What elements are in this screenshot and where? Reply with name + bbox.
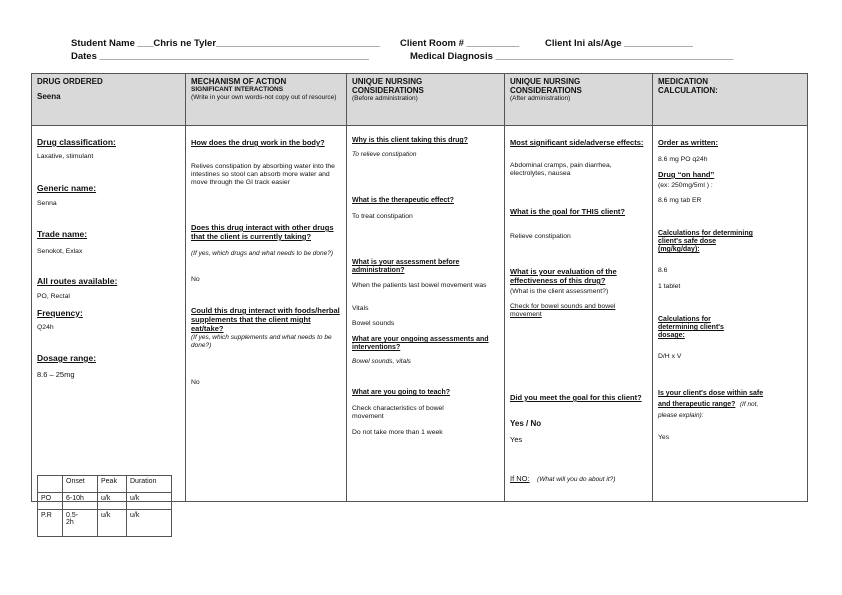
routes-value: PO, Rectal <box>37 293 70 300</box>
mechanism-title: MECHANISM OF ACTION <box>191 77 287 86</box>
dosage-range-label: Dosage range: <box>37 353 97 363</box>
drug-ordered-column <box>32 74 186 526</box>
side-effects-question: Most significant side/adverse effects: <box>510 138 644 147</box>
drug-on-hand-value: 8.6 mg tab ER <box>658 197 702 204</box>
teaching-answer-1: Check characteristics of bowel movement <box>352 405 444 420</box>
table-cell: 6-10h <box>63 493 98 510</box>
medication-calc-column <box>653 74 807 501</box>
mechanism-note: (Write in your own words-not copy out of resource) <box>191 93 337 101</box>
drug-name: Seena <box>37 92 61 101</box>
drug-interaction-note: (If yes, which drugs and what needs to be done?) <box>191 250 334 257</box>
table-cell: u/k <box>127 493 172 510</box>
if-no-row <box>510 468 646 486</box>
after-admin-column <box>505 74 653 501</box>
evaluation-answer: Check for bowel sounds and bowel movement <box>510 303 616 318</box>
after-admin-header <box>505 74 652 126</box>
safe-range-question: Is your client's dose within safe and therapeutic range? <box>658 390 764 408</box>
table-cell: P.R <box>38 510 63 537</box>
client-initials-age-field: Client Ini als/Age _____________ <box>545 38 693 49</box>
goal-met-question: Did you meet the goal for this client? <box>510 393 642 402</box>
goal-met-answer: Yes <box>510 435 523 444</box>
classification-value: Laxative, stimulant <box>37 153 94 160</box>
mechanism-answer: Relives constipation by absorbing water into the intestines so stool can absorb more water and move through the GI track easier <box>191 163 335 186</box>
dosage-calc-label: Calculations for determining client's dosage: <box>658 316 724 339</box>
assessment-answer-1: When the patients last bowel movement was <box>352 282 487 289</box>
assessment-answer-2: Vitals <box>352 305 369 312</box>
client-room-field: Client Room # __________ <box>400 38 520 49</box>
table-cell: PO <box>38 493 63 510</box>
teaching-answer-2: Do not take more than 1 week <box>352 429 443 436</box>
safe-dose-calc-label: Calculations for determining client's safe dose (mg/kg/day): <box>658 230 753 253</box>
drug-on-hand-note: (ex: 250mg/5ml ) : <box>658 182 713 189</box>
drug-ordered-header <box>32 74 185 126</box>
drug-interaction-answer: No <box>191 276 200 283</box>
therapeutic-effect-question: What is the therapeutic effect? <box>352 197 454 204</box>
goal-question: What is the goal for THIS client? <box>510 207 626 216</box>
generic-name-label: Generic name: <box>37 183 97 193</box>
mechanism-header <box>186 74 346 126</box>
generic-name-value: Senna <box>37 200 57 207</box>
safe-range-note: (If not, please explain): <box>658 401 759 419</box>
table-cell: Onset <box>63 476 98 493</box>
frequency-value: Q24h <box>37 324 54 331</box>
order-written-value: 8.6 mg PO q24h <box>658 156 708 163</box>
food-interaction-question: Could this drug interact with foods/herbal supplements that the client might eat/take? <box>191 306 340 333</box>
student-name-field: Student Name ___Chris ne Tyler_______________________________ <box>71 38 380 49</box>
before-admin-column <box>347 74 505 501</box>
before-admin-header <box>347 74 504 126</box>
after-admin-note: (After administration) <box>510 95 571 102</box>
safe-dose-calc-value-1: 8.6 <box>658 267 668 274</box>
safe-range-question-block <box>658 387 768 420</box>
therapeutic-effect-answer: To treat constipation <box>352 213 413 220</box>
mechanism-question: How does the drug work in the body? <box>191 138 325 147</box>
evaluation-note: (What is the client assessment?) <box>510 288 609 295</box>
evaluation-question: What is your evaluation of the effectiveness of this drug? <box>510 267 617 285</box>
goal-answer: Relieve constipation <box>510 233 571 240</box>
assessment-answer-3: Bowel sounds <box>352 320 395 327</box>
after-admin-title: UNIQUE NURSING CONSIDERATIONS <box>510 77 582 95</box>
table-row <box>38 510 172 537</box>
table-cell: 0.5- 2h <box>63 510 98 537</box>
if-no-note: (What will you do about it?) <box>537 476 616 483</box>
interactions-subtitle: SIGNIFICANT INTERACTIONS <box>191 86 284 93</box>
assessment-question: What is your assessment before administration? <box>352 259 460 274</box>
safe-range-answer: Yes <box>658 434 670 441</box>
drug-interaction-question: Does this drug interact with other drugs that the client is currently taking? <box>191 223 334 241</box>
table-row <box>38 493 172 510</box>
dosage-range-value: 8.6 – 25mg <box>37 370 75 379</box>
drug-ordered-title: DRUG ORDERED <box>37 77 103 86</box>
drug-card-table <box>31 73 808 526</box>
trade-name-label: Trade name: <box>37 229 88 239</box>
before-admin-title: UNIQUE NURSING CONSIDERATIONS <box>352 77 424 95</box>
table-cell: u/k <box>98 493 127 510</box>
pharmacokinetics-table <box>37 475 172 537</box>
mechanism-column <box>186 74 347 501</box>
safe-dose-calc-value-2: 1 tablet <box>658 283 681 290</box>
medication-calc-title: MEDICATION CALCULATION: <box>658 77 718 95</box>
table-cell: u/k <box>127 510 172 537</box>
frequency-label: Frequency: <box>37 308 83 318</box>
dates-field: Dates ___________________________________________________ <box>71 51 369 62</box>
medical-diagnosis-field: Medical Diagnosis _____________________________________________ <box>410 51 734 62</box>
routes-label: All routes available: <box>37 276 118 286</box>
why-taking-answer: To relieve constipation <box>352 151 417 158</box>
table-cell: Duration <box>127 476 172 493</box>
classification-label: Drug classification: <box>37 137 116 147</box>
table-cell: u/k <box>98 510 127 537</box>
why-taking-question: Why is this client taking this drug? <box>352 137 468 144</box>
yes-no-label: Yes / No <box>510 419 542 428</box>
ongoing-assessment-question: What are your ongoing assessments and interventions? <box>352 336 489 351</box>
trade-name-value: Senokot, Exlax <box>37 248 83 255</box>
dosage-calc-value: D/H x V <box>658 353 682 360</box>
order-written-label: Order as written: <box>658 138 719 147</box>
food-interaction-answer: No <box>191 379 200 386</box>
medication-calc-header <box>653 74 807 126</box>
table-cell <box>38 476 63 493</box>
side-effects-answer: Abdominal cramps, pain diarrhea, electrolytes, nausea <box>510 162 612 177</box>
table-cell: Peak <box>98 476 127 493</box>
if-no-label: If NO: <box>510 474 530 483</box>
table-row <box>38 476 172 493</box>
food-interaction-note: (If yes, which supplements and what needs to be done?) <box>191 334 332 349</box>
teaching-question: What are you going to teach? <box>352 389 451 396</box>
before-admin-note: (Before administration) <box>352 95 418 102</box>
drug-on-hand-label: Drug “on hand” <box>658 170 715 179</box>
ongoing-assessment-answer: Bowel sounds, vitals <box>352 358 411 365</box>
